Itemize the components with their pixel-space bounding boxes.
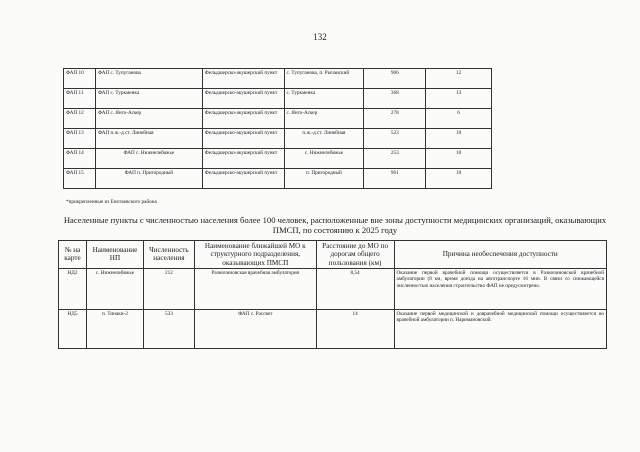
fap-population: 278 bbox=[364, 109, 426, 129]
page-number: 132 bbox=[313, 32, 327, 42]
fap-distance: 12 bbox=[426, 69, 492, 89]
fap-name: ФАП п.ж.-д.ст. Линейная bbox=[95, 129, 202, 149]
nearest-mo: Разночиновская врачебная амбулатория bbox=[194, 268, 316, 309]
fap-population: 961 bbox=[364, 169, 426, 189]
fap-code: ФАП 13 bbox=[64, 129, 96, 149]
fap-population: 253 bbox=[364, 149, 426, 169]
fap-place: с. Тупуганова, п. Рычанский bbox=[284, 69, 364, 89]
col-header-mo: Наименование ближайшей МО к структурного подразделения, оказывающих ПМСП bbox=[194, 241, 316, 269]
table-header-row bbox=[59, 241, 607, 269]
distance-km: 8,54 bbox=[316, 268, 394, 309]
section-heading: Населенные пункты с численностью населения более 100 человек, расположенные вне зоны доступности медицинских организаций, оказывающих ПМСП, по состоянию к 2025 году bbox=[63, 215, 607, 236]
fap-type: Фельдшерско-акушерский пункт bbox=[202, 129, 284, 149]
table-row bbox=[59, 309, 607, 348]
fap-type: Фельдшерско-акушерский пункт bbox=[202, 69, 284, 89]
table-row bbox=[64, 109, 492, 129]
fap-code: ФАП 14 bbox=[64, 149, 96, 169]
table-row bbox=[64, 129, 492, 149]
table-row bbox=[59, 268, 607, 309]
fap-population: 523 bbox=[364, 129, 426, 149]
col-header-num: № на карте bbox=[59, 241, 87, 269]
col-header-population: Численность населения bbox=[143, 241, 194, 269]
reason-text: Оказание первой медицинской и доврачебной медицинской помощи осуществляется во врачебной амбулатории п. Наримановский. bbox=[394, 309, 606, 348]
fap-distance: 10 bbox=[426, 129, 492, 149]
table-row bbox=[64, 169, 492, 189]
fap-code: ФАП 15 bbox=[64, 169, 96, 189]
fap-place: п.ж.-д.ст. Линейная bbox=[284, 129, 364, 149]
settlement-name: п. Тинаки-2 bbox=[86, 309, 143, 348]
distance-km: 14 bbox=[316, 309, 394, 348]
fap-place: с. Янго-Аскер bbox=[284, 109, 364, 129]
fap-type: Фельдшерско-акушерский пункт bbox=[202, 109, 284, 129]
col-header-reason: Причина необеспечения доступности bbox=[394, 241, 606, 269]
fap-distance: 10 bbox=[426, 149, 492, 169]
fap-name: ФАП с. Туркменка bbox=[95, 89, 202, 109]
settlement-num: НД2 bbox=[59, 268, 87, 309]
settlement-name: с. Нижнелебяжье bbox=[86, 268, 143, 309]
fap-name: ФАП с. Нижнелебяжье bbox=[95, 149, 202, 169]
fap-place: с. Нижнелебяжье bbox=[284, 149, 364, 169]
col-header-name: Наименование НП bbox=[86, 241, 143, 269]
fap-population: 368 bbox=[364, 89, 426, 109]
settlements-table bbox=[58, 240, 607, 349]
fap-type: Фельдшерско-акушерский пункт bbox=[202, 169, 284, 189]
fap-distance: 13 bbox=[426, 89, 492, 109]
fap-distance: 10 bbox=[426, 169, 492, 189]
col-header-distance: Расстояние до МО по дорогам общего пользования (км) bbox=[316, 241, 394, 269]
fap-place: п. Пригородный bbox=[284, 169, 364, 189]
fap-distance: 6 bbox=[426, 109, 492, 129]
fap-code: ФАП 10 bbox=[64, 69, 96, 89]
table-row bbox=[64, 89, 492, 109]
footnote: *прикрепленные из Енотаевского района bbox=[66, 199, 157, 205]
reason-text: Оказание первой врачебной помощи осуществляется в Разночиновской врачебной амбулатории (8 км, время доезда на автотранспорте 16 мин. В связи со снижающейся численностью населения строительство ФАП не предусмотрено. bbox=[394, 268, 606, 309]
table-row bbox=[64, 149, 492, 169]
fap-name: ФАП с. Янго-Аскер bbox=[95, 109, 202, 129]
fap-name: ФАП с. Тупуганова bbox=[95, 69, 202, 89]
fap-type: Фельдшерско-акушерский пункт bbox=[202, 149, 284, 169]
nearest-mo: ФАП с. Рассвет bbox=[194, 309, 316, 348]
fap-type: Фельдшерско-акушерский пункт bbox=[202, 89, 284, 109]
fap-place: с. Туркменка bbox=[284, 89, 364, 109]
fap-code: ФАП 11 bbox=[64, 89, 96, 109]
settlement-num: НД5 bbox=[59, 309, 87, 348]
table-row bbox=[64, 69, 492, 89]
settlement-population: 533 bbox=[143, 309, 194, 348]
fap-name: ФАП п. Пригородный bbox=[95, 169, 202, 189]
fap-population: 966 bbox=[364, 69, 426, 89]
fap-code: ФАП 12 bbox=[64, 109, 96, 129]
settlement-population: 212 bbox=[143, 268, 194, 309]
fap-table bbox=[63, 68, 492, 189]
